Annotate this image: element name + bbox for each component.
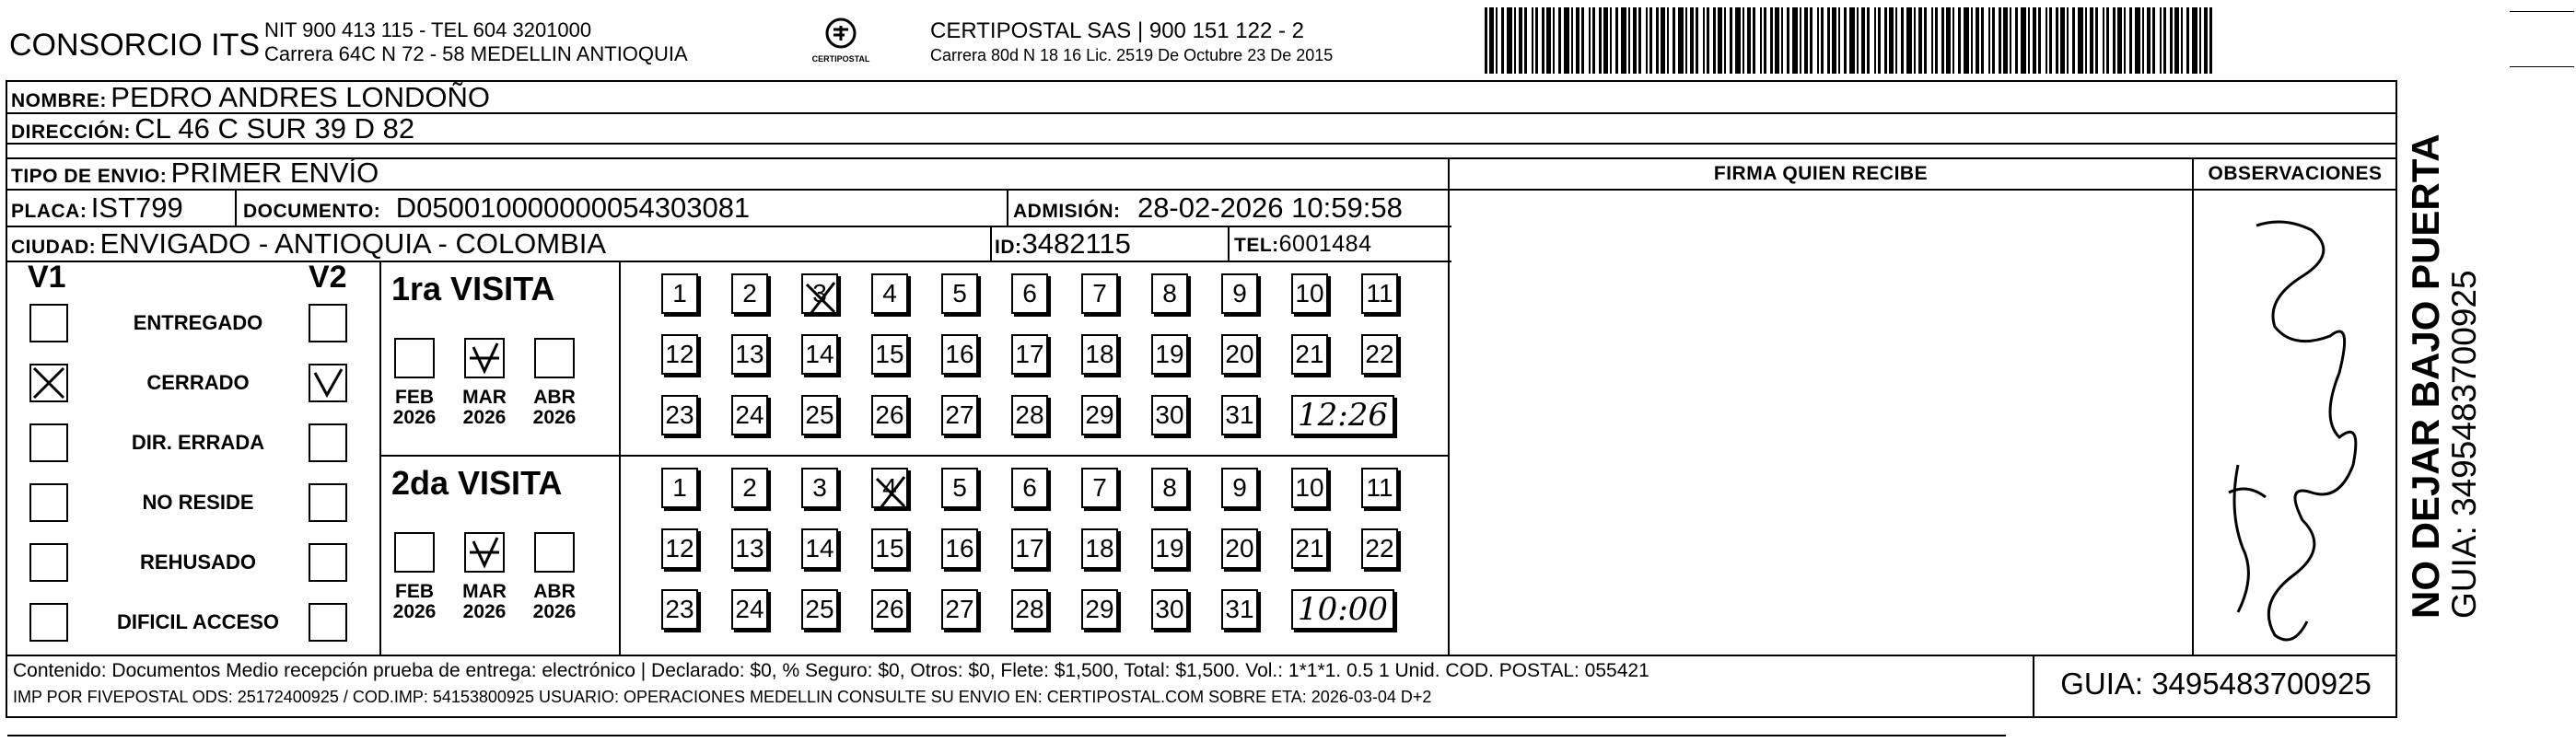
day-box[interactable]: 9 (1221, 273, 1258, 314)
observaciones-header: OBSERVACIONES (2208, 163, 2383, 184)
day-box[interactable]: 18 (1081, 528, 1118, 569)
status-option-label: REHUSADO (140, 551, 256, 574)
col-line (619, 261, 621, 655)
footer-line2: IMP POR FIVEPOSTAL ODS: 25172400925 / COD.IMP: 54153800925 USUARIO: OPERACIONES MEDELLIN CONSULTE SU ENVIO EN: CERTIPOSTAL.COM SOBRE ETA: 2026-03-04 D+2 (13, 688, 1432, 706)
placa-value: IST799 (90, 191, 183, 224)
month-year: 2026 (532, 601, 577, 622)
row-line (379, 455, 1448, 457)
visit-title: 2da VISITA (391, 464, 563, 502)
barcode-icon (1485, 7, 2214, 74)
month-name: FEB (395, 387, 434, 408)
day-box[interactable]: 28 (1011, 395, 1048, 435)
checkmark-icon (873, 473, 908, 510)
col-line (1448, 157, 1450, 655)
v2-checkbox[interactable] (309, 483, 347, 522)
id-cell (995, 227, 1131, 261)
v2-checkbox[interactable] (309, 364, 347, 402)
day-box[interactable]: 20 (1221, 334, 1258, 375)
row-line (6, 655, 2397, 656)
month-checkbox[interactable] (534, 532, 575, 573)
visit-time-field[interactable]: 10:00 (1291, 589, 1394, 630)
day-number: 4 (882, 473, 897, 502)
day-box[interactable]: 21 (1291, 528, 1328, 569)
v2-checkbox[interactable] (309, 304, 347, 342)
status-option-label: DIFICIL ACCESO (116, 610, 279, 633)
day-box[interactable]: 6 (1011, 468, 1048, 508)
day-box[interactable]: 15 (871, 528, 908, 569)
day-box[interactable]: 29 (1081, 589, 1118, 630)
documento-label: DOCUMENTO: (243, 201, 381, 222)
status-option-label: ENTREGADO (133, 311, 263, 334)
v1-checkbox[interactable] (29, 304, 68, 342)
month-name: ABR (533, 581, 576, 602)
month-name: ABR (533, 387, 576, 408)
placa-cell (11, 191, 183, 225)
v1-checkbox[interactable] (29, 483, 68, 522)
v1-checkbox[interactable] (29, 603, 68, 642)
visit-time-field[interactable]: 12:26 (1291, 395, 1394, 435)
day-box[interactable]: 17 (1011, 528, 1048, 569)
month-year: 2026 (392, 601, 437, 622)
day-box[interactable]: 17 (1011, 334, 1048, 375)
day-box[interactable]: 30 (1151, 395, 1188, 435)
month-name: FEB (395, 581, 434, 602)
day-box[interactable]: 31 (1221, 589, 1258, 630)
v2-checkbox[interactable] (309, 543, 347, 582)
col-line (2192, 157, 2194, 655)
day-box[interactable]: 13 (731, 528, 768, 569)
day-box[interactable]: 19 (1151, 334, 1188, 375)
id-label: ID: (995, 237, 1022, 258)
tipo-label: TIPO DE ENVIO: (11, 166, 168, 187)
day-box[interactable]: 8 (1151, 468, 1188, 508)
day-box[interactable]: 23 (661, 395, 698, 435)
day-box[interactable]: 6 (1011, 273, 1048, 314)
col-line (1228, 226, 1230, 261)
day-box[interactable]: 5 (941, 468, 978, 508)
month-checkbox[interactable] (394, 338, 435, 378)
day-box[interactable]: 18 (1081, 334, 1118, 375)
v1-header: V1 (28, 260, 66, 295)
checkmark-icon (31, 365, 66, 400)
day-box[interactable]: 27 (941, 589, 978, 630)
day-box[interactable]: 16 (941, 334, 978, 375)
ciudad-label: CIUDAD: (11, 237, 97, 258)
day-box[interactable]: 19 (1151, 528, 1188, 569)
v1-checkbox[interactable] (29, 543, 68, 582)
nombre-value: PEDRO ANDRES LONDOÑO (111, 81, 490, 113)
documento-value: D050010000000054303081 (395, 191, 751, 224)
month-year: 2026 (462, 407, 507, 428)
day-box[interactable] (801, 273, 838, 314)
col-line (2033, 655, 2034, 718)
month-year: 2026 (532, 407, 577, 428)
day-box[interactable]: 1 (661, 468, 698, 508)
day-box[interactable]: 20 (1221, 528, 1258, 569)
day-box[interactable]: 4 (871, 273, 908, 314)
v1-checkbox[interactable] (29, 423, 68, 462)
v1-checkbox[interactable] (29, 364, 68, 402)
bottom-rule (7, 735, 2006, 736)
company-name: CONSORCIO ITS (9, 28, 261, 63)
month-year: 2026 (462, 601, 507, 622)
day-box[interactable]: 16 (941, 528, 978, 569)
day-box[interactable]: 12 (661, 528, 698, 569)
col-line (1007, 189, 1008, 226)
day-box[interactable]: 21 (1291, 334, 1328, 375)
observation-signature-icon (2201, 189, 2395, 654)
day-box[interactable]: 27 (941, 395, 978, 435)
documento-cell (243, 191, 750, 225)
month-name: MAR (462, 387, 507, 408)
nombre-row (11, 81, 490, 114)
day-box[interactable]: 2 (731, 468, 768, 508)
v2-checkbox[interactable] (309, 603, 347, 642)
day-box[interactable]: 23 (661, 589, 698, 630)
day-box[interactable] (871, 468, 908, 508)
day-box[interactable]: 2 (731, 273, 768, 314)
side-guia: GUIA: 3495483700925 (2445, 270, 2483, 619)
day-box[interactable]: 15 (871, 334, 908, 375)
visit-title: 1ra VISITA (391, 270, 555, 307)
direccion-value: CL 46 C SUR 39 D 82 (134, 112, 415, 145)
day-box[interactable]: 13 (731, 334, 768, 375)
v2-checkbox[interactable] (309, 423, 347, 462)
day-box[interactable]: 12 (661, 334, 698, 375)
margin-mark (2510, 11, 2574, 12)
tipo-value: PRIMER ENVÍO (170, 157, 379, 189)
partner-name: CERTIPOSTAL SAS | 900 151 122 - 2 (930, 18, 1304, 43)
tipo-row (11, 157, 379, 190)
col-line (379, 261, 381, 655)
placa-label: PLACA: (11, 201, 87, 222)
recipient-signature-area (1451, 191, 2188, 652)
nombre-label: NOMBRE: (11, 90, 107, 111)
status-option-label: CERRADO (146, 371, 250, 394)
day-number: 3 (812, 279, 827, 307)
month-checkbox[interactable] (394, 532, 435, 573)
tel-label: TEL: (1234, 235, 1279, 256)
company-address: Carrera 64C N 72 - 58 MEDELLIN ANTIOQUIA (264, 42, 688, 65)
month-label (387, 582, 442, 622)
certipostal-logo (809, 17, 873, 67)
day-box[interactable]: 8 (1151, 273, 1188, 314)
firma-header: FIRMA QUIEN RECIBE (1713, 163, 1929, 184)
day-box[interactable]: 9 (1221, 468, 1258, 508)
day-box[interactable]: 29 (1081, 395, 1118, 435)
month-label (457, 582, 512, 622)
month-name: MAR (462, 581, 507, 602)
logo-icon (820, 17, 862, 53)
tel-cell (1234, 231, 1371, 258)
month-checkbox[interactable] (464, 532, 505, 573)
day-box[interactable]: 22 (1361, 334, 1398, 375)
id-value: 3482115 (1021, 227, 1131, 260)
ciudad-cell (11, 227, 606, 261)
status-option-label: NO RESIDE (142, 491, 254, 514)
checkmark-icon (803, 279, 838, 316)
checkmark-icon (466, 534, 503, 571)
ciudad-value: ENVIGADO - ANTIOQUIA - COLOMBIA (99, 227, 607, 260)
side-no-dejar: NO DEJAR BAJO PUERTA (2404, 133, 2447, 619)
partner-address: Carrera 80d N 18 16 Lic. 2519 De Octubre 23 De 2015 (930, 46, 1334, 64)
day-box[interactable]: 3 (801, 468, 838, 508)
tel-value: 6001484 (1278, 231, 1372, 257)
day-box[interactable]: 14 (801, 528, 838, 569)
day-box[interactable]: 14 (801, 334, 838, 375)
day-box[interactable]: 7 (1081, 273, 1118, 314)
day-box[interactable]: 10 (1291, 468, 1328, 508)
day-box[interactable]: 25 (801, 395, 838, 435)
row-line (6, 261, 1451, 262)
checkmark-icon (310, 365, 345, 400)
day-box[interactable]: 30 (1151, 589, 1188, 630)
month-year: 2026 (392, 407, 437, 428)
logo-caption: CERTIPOSTAL (811, 54, 870, 64)
day-box[interactable]: 11 (1361, 468, 1398, 508)
month-label (457, 388, 512, 428)
col-line (990, 226, 992, 261)
day-box[interactable]: 24 (731, 589, 768, 630)
v2-header: V2 (309, 260, 347, 295)
admision-cell (1013, 191, 1403, 225)
direccion-label: DIRECCIÓN: (11, 122, 131, 143)
day-box[interactable]: 10 (1291, 273, 1328, 314)
day-box[interactable]: 7 (1081, 468, 1118, 508)
month-label (387, 388, 442, 428)
direccion-row (11, 112, 414, 145)
day-box[interactable]: 26 (871, 395, 908, 435)
side-text (2406, 103, 2483, 619)
company-nit: NIT 900 413 115 - TEL 604 3201000 (264, 18, 592, 41)
checkmark-icon (466, 340, 503, 377)
day-box[interactable]: 25 (801, 589, 838, 630)
day-box[interactable]: 1 (661, 273, 698, 314)
month-label (527, 582, 582, 622)
margin-mark (2510, 66, 2574, 67)
footer-line1: Contenido: Documentos Medio recepción prueba de entrega: electrónico | Declarado: $0, % Seguro: $0, Otros: $0, Flete: $1,500, Total: $1,500. Vol.: 1*1*1. 0.5 1 Unid. COD. POSTAL: 055421 (13, 660, 1649, 681)
col-line (235, 189, 237, 226)
month-label (527, 388, 582, 428)
day-box[interactable]: 26 (871, 589, 908, 630)
day-box[interactable]: 5 (941, 273, 978, 314)
day-box[interactable]: 28 (1011, 589, 1048, 630)
admision-value: 28-02-2026 10:59:58 (1136, 191, 1403, 224)
day-box[interactable]: 24 (731, 395, 768, 435)
day-box[interactable]: 31 (1221, 395, 1258, 435)
day-box[interactable]: 11 (1361, 273, 1398, 314)
admision-label: ADMISIÓN: (1013, 201, 1121, 222)
status-option-label: DIR. ERRADA (131, 431, 265, 454)
month-checkbox[interactable] (464, 338, 505, 378)
footer-guia: GUIA: 3495483700925 (2060, 667, 2372, 701)
day-box[interactable]: 22 (1361, 528, 1398, 569)
month-checkbox[interactable] (534, 338, 575, 378)
